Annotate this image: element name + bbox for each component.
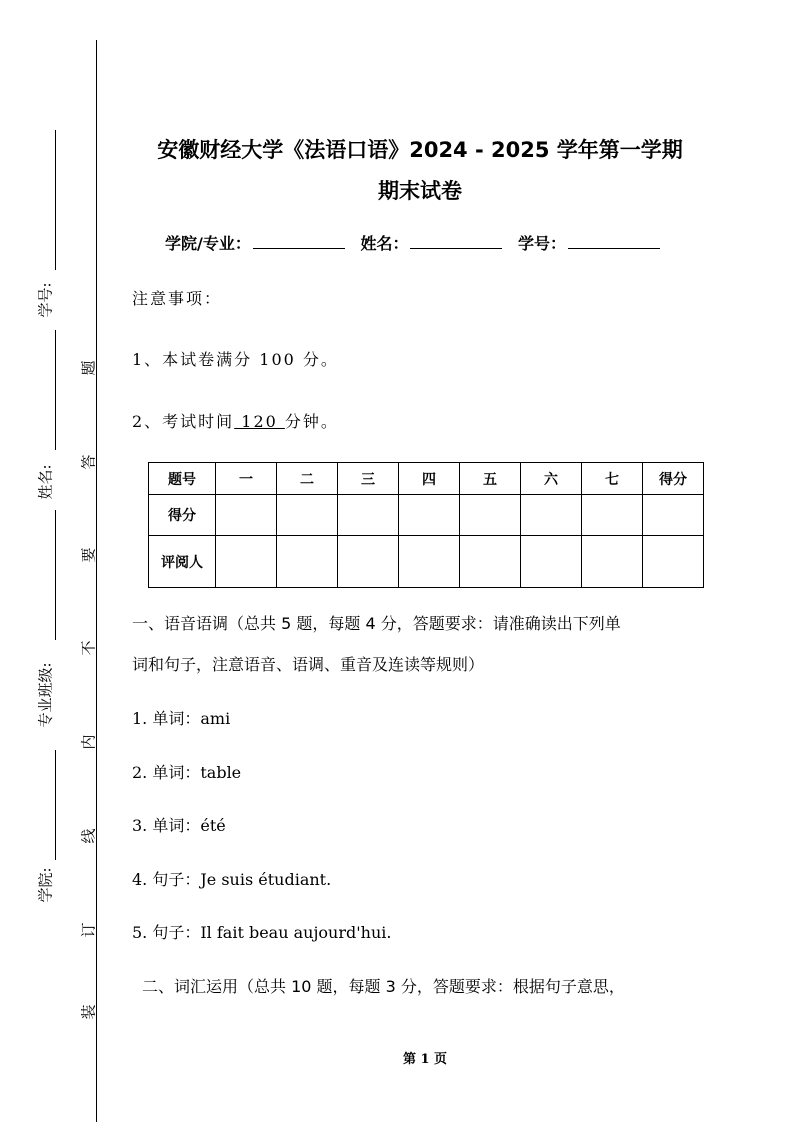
margin-notice-char: 不 [79,640,98,656]
college-blank-line [55,750,56,860]
row-label: 评阅人 [149,536,216,588]
margin-label-class: 专业班级: [36,662,55,728]
score-cell [399,495,460,536]
table-header: 四 [399,463,460,495]
name-label: 姓名： [360,234,409,253]
grader-cell [399,536,460,588]
section1-heading: 一、语音语调（总共 5 题，每题 4 分，答题要求：请准确读出下列单 [132,614,621,633]
name-blank-line [55,330,56,450]
question-item: 5. 句子：Il fait beau aujourd'hui. [132,923,392,942]
name-field[interactable] [410,234,502,249]
exam-subtitle: 期末试卷 [378,179,462,203]
college-label: 学院/专业： [165,234,251,253]
margin-notice-char: 线 [79,828,98,844]
score-cell [643,495,704,536]
margin-notice-char: 装 [79,1004,98,1020]
notes-heading: 注意事项： [132,289,223,308]
score-cell [216,495,277,536]
college-field[interactable] [253,234,345,249]
margin-label-college: 学院: [36,867,55,903]
table-header: 得分 [643,463,704,495]
table-header: 一 [216,463,277,495]
table-header: 三 [338,463,399,495]
margin-label-id: 学号: [36,282,55,318]
table-header: 六 [521,463,582,495]
margin-label-name: 姓名: [36,464,55,500]
exam-title: 安徽财经大学《法语口语》2024 - 2025 学年第一学期 [157,138,683,162]
margin-notice-char: 题 [79,360,98,376]
section1-heading-cont: 词和句子，注意语音、语调、重音及连读等规则） [132,655,485,674]
score-table [148,462,704,588]
margin-notice-char: 答 [79,454,98,470]
score-cell [277,495,338,536]
id-field[interactable] [568,234,660,249]
grader-cell [582,536,643,588]
grader-cell [338,536,399,588]
table-header: 七 [582,463,643,495]
grader-cell [643,536,704,588]
student-info-row [165,231,670,254]
note-text: 分钟。 [284,412,339,431]
score-cell [521,495,582,536]
id-label: 学号： [518,234,567,253]
note-text: 2、考试时间 [132,412,235,431]
grader-cell [216,536,277,588]
margin-notice-char: 要 [79,547,98,563]
note-item: 1、本试卷满分 100 分。 [132,350,339,369]
exam-duration: 120 [234,412,285,431]
grader-cell [521,536,582,588]
table-header: 题号 [149,463,216,495]
score-cell [338,495,399,536]
note-item [132,409,339,432]
grader-cell [460,536,521,588]
table-header: 五 [460,463,521,495]
question-item: 3. 单词：été [132,816,226,835]
class-blank-line [55,510,56,640]
table-header: 二 [277,463,338,495]
margin-notice-char: 订 [79,922,98,938]
score-cell [460,495,521,536]
row-label: 得分 [149,495,216,536]
question-item: 4. 句子：Je suis étudiant. [132,870,332,889]
question-item: 1. 单词：ami [132,709,231,728]
question-item: 2. 单词：table [132,763,242,782]
grader-cell [277,536,338,588]
margin-notice-char: 内 [79,734,98,750]
score-cell [582,495,643,536]
section2-heading: 二、词汇运用（总共 10 题，每题 3 分，答题要求：根据句子意思， [142,977,625,996]
page-number: 第 1 页 [402,1052,448,1067]
